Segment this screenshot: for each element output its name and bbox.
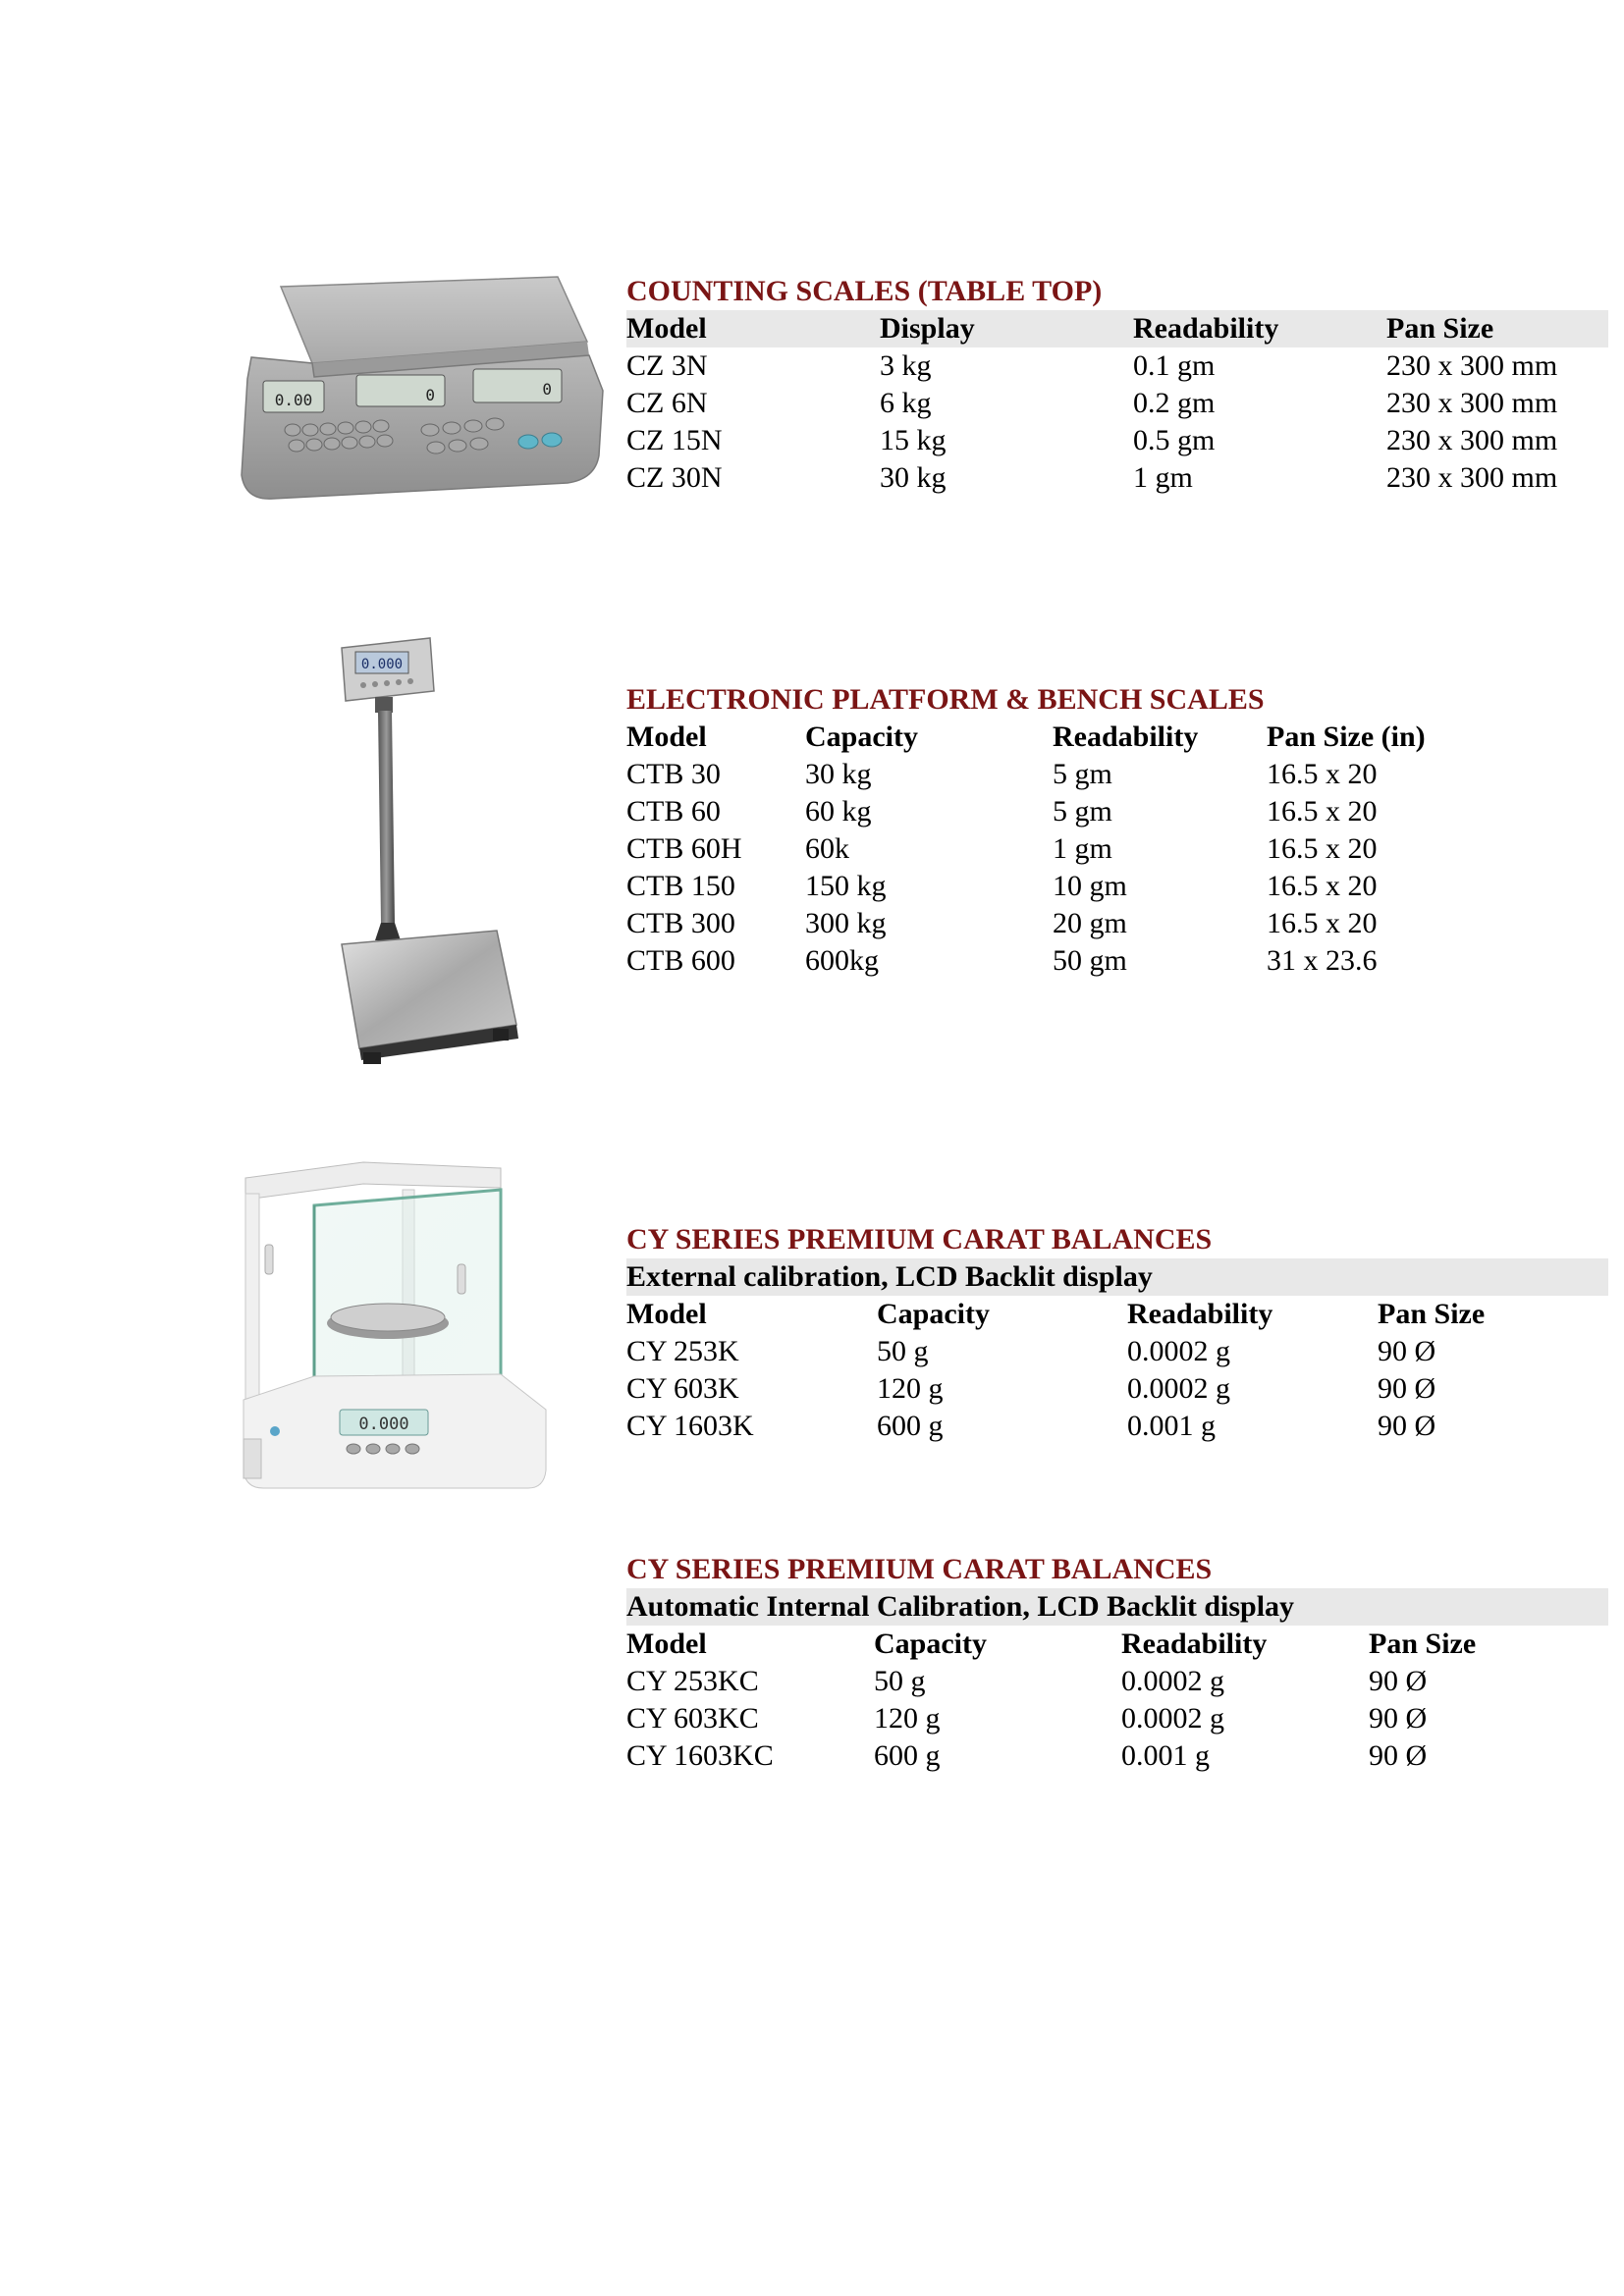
header-capacity: Capacity	[874, 1628, 987, 1660]
table-header	[626, 1626, 1608, 1663]
cell-pan-size: 230 x 300 mm	[1386, 424, 1558, 456]
cell-display: 3 kg	[880, 349, 932, 382]
cell-readability: 1 gm	[1133, 461, 1193, 494]
cell-pan-size: 230 x 300 mm	[1386, 387, 1558, 419]
cell-pan-size: 16.5 x 20	[1267, 832, 1378, 865]
header-pan-size: Pan Size	[1386, 312, 1494, 345]
cell-pan-size: 16.5 x 20	[1267, 758, 1378, 790]
section-title: CY SERIES PREMIUM CARAT BALANCES	[626, 1223, 1213, 1255]
cell-pan-size: 90 Ø	[1369, 1702, 1428, 1735]
cell-model: CY 603KC	[626, 1702, 759, 1735]
cell-readability: 0.2 gm	[1133, 387, 1216, 419]
cell-readability: 50 gm	[1053, 944, 1127, 977]
table-row	[626, 347, 1608, 385]
cell-pan-size: 16.5 x 20	[1267, 907, 1378, 939]
cell-readability: 10 gm	[1053, 870, 1127, 902]
header-readability: Readability	[1127, 1298, 1273, 1330]
table-row	[626, 1370, 1608, 1408]
header-readability: Readability	[1121, 1628, 1268, 1660]
counting-scales-section	[626, 273, 1608, 497]
cell-display: 6 kg	[880, 387, 932, 419]
cell-capacity: 600 g	[874, 1739, 941, 1772]
cell-pan-size: 90 Ø	[1369, 1739, 1428, 1772]
cell-display: 30 kg	[880, 461, 947, 494]
carat-balances-internal-section	[626, 1551, 1608, 1775]
header-display: Display	[880, 312, 975, 345]
cell-model: CY 253KC	[626, 1665, 759, 1697]
header-pan-size: Pan Size	[1378, 1298, 1486, 1330]
cell-model: CTB 150	[626, 870, 735, 902]
counting-display-unit-weight: 0	[425, 386, 435, 404]
table-row	[626, 1408, 1608, 1445]
section-subtitle: Automatic Internal Calibration, LCD Backlit display	[626, 1588, 1608, 1626]
cell-readability: 0.001 g	[1127, 1410, 1216, 1442]
cell-readability: 0.0002 g	[1121, 1665, 1224, 1697]
cell-pan-size: 90 Ø	[1369, 1665, 1428, 1697]
cell-model: CY 253K	[626, 1335, 739, 1367]
cell-pan-size: 16.5 x 20	[1267, 870, 1378, 902]
cell-pan-size: 90 Ø	[1378, 1372, 1436, 1405]
cell-model: CTB 300	[626, 907, 735, 939]
cell-model: CY 1603K	[626, 1410, 754, 1442]
cell-pan-size: 90 Ø	[1378, 1410, 1436, 1442]
cell-readability: 5 gm	[1053, 758, 1112, 790]
cell-capacity: 60 kg	[805, 795, 872, 828]
cell-readability: 0.1 gm	[1133, 349, 1216, 382]
counting-scale-image	[234, 273, 607, 501]
header-model: Model	[626, 1628, 707, 1660]
cell-pan-size: 90 Ø	[1378, 1335, 1436, 1367]
header-model: Model	[626, 312, 707, 345]
cell-readability: 0.5 gm	[1133, 424, 1216, 456]
table-row	[626, 1663, 1608, 1700]
cell-model: CZ 15N	[626, 424, 723, 456]
counting-display-count: 0	[542, 380, 552, 399]
header-readability: Readability	[1053, 721, 1199, 753]
cell-readability: 0.0002 g	[1127, 1372, 1230, 1405]
cell-model: CTB 30	[626, 758, 721, 790]
cell-pan-size: 31 x 23.6	[1267, 944, 1378, 977]
header-model: Model	[626, 1298, 707, 1330]
cell-readability: 0.0002 g	[1121, 1702, 1224, 1735]
platform-scales-section	[626, 681, 1608, 980]
cell-capacity: 30 kg	[805, 758, 872, 790]
cell-model: CTB 600	[626, 944, 735, 977]
table-row	[626, 1737, 1608, 1775]
section-subtitle: External calibration, LCD Backlit display	[626, 1258, 1608, 1296]
table-header	[626, 1296, 1608, 1333]
cell-capacity: 300 kg	[805, 907, 887, 939]
cell-capacity: 50 g	[877, 1335, 929, 1367]
cell-capacity: 120 g	[877, 1372, 944, 1405]
carat-balance-image	[236, 1154, 560, 1502]
table-row	[626, 1700, 1608, 1737]
cell-capacity: 50 g	[874, 1665, 926, 1697]
table-row	[626, 385, 1608, 422]
cell-pan-size: 230 x 300 mm	[1386, 349, 1558, 382]
table-header	[626, 310, 1608, 347]
table-row	[626, 459, 1608, 497]
header-model: Model	[626, 721, 707, 753]
cell-capacity: 150 kg	[805, 870, 887, 902]
cell-readability: 5 gm	[1053, 795, 1112, 828]
cell-capacity: 600kg	[805, 944, 879, 977]
table-row	[626, 830, 1608, 868]
cell-display: 15 kg	[880, 424, 947, 456]
header-capacity: Capacity	[877, 1298, 990, 1330]
table-row	[626, 905, 1608, 942]
cell-readability: 0.0002 g	[1127, 1335, 1230, 1367]
cell-capacity: 120 g	[874, 1702, 941, 1735]
cell-readability: 1 gm	[1053, 832, 1112, 865]
table-row	[626, 422, 1608, 459]
cell-model: CTB 60	[626, 795, 721, 828]
cell-pan-size: 16.5 x 20	[1267, 795, 1378, 828]
cell-model: CY 1603KC	[626, 1739, 774, 1772]
platform-scale-image	[324, 628, 530, 1068]
section-title: CY SERIES PREMIUM CARAT BALANCES	[626, 1553, 1213, 1585]
header-capacity: Capacity	[805, 721, 918, 753]
cell-pan-size: 230 x 300 mm	[1386, 461, 1558, 494]
header-pan-size: Pan Size (in)	[1267, 721, 1426, 753]
cell-model: CTB 60H	[626, 832, 742, 865]
cell-model: CY 603K	[626, 1372, 739, 1405]
table-row	[626, 868, 1608, 905]
table-row	[626, 1333, 1608, 1370]
platform-display: 0.000	[360, 657, 404, 672]
table-header	[626, 719, 1608, 756]
header-readability: Readability	[1133, 312, 1279, 345]
cell-model: CZ 6N	[626, 387, 708, 419]
cell-readability: 0.001 g	[1121, 1739, 1210, 1772]
section-title: ELECTRONIC PLATFORM & BENCH SCALES	[626, 683, 1265, 716]
cell-capacity: 60k	[805, 832, 849, 865]
table-row	[626, 942, 1608, 980]
cell-capacity: 600 g	[877, 1410, 944, 1442]
carat-balances-external-section	[626, 1221, 1608, 1445]
balance-display: 0.000	[358, 1415, 409, 1434]
cell-model: CZ 30N	[626, 461, 723, 494]
table-row	[626, 756, 1608, 793]
header-pan-size: Pan Size	[1369, 1628, 1477, 1660]
cell-readability: 20 gm	[1053, 907, 1127, 939]
table-row	[626, 793, 1608, 830]
counting-display-weight: 0.00	[274, 391, 313, 409]
cell-model: CZ 3N	[626, 349, 708, 382]
section-title: COUNTING SCALES (TABLE TOP)	[626, 275, 1103, 307]
